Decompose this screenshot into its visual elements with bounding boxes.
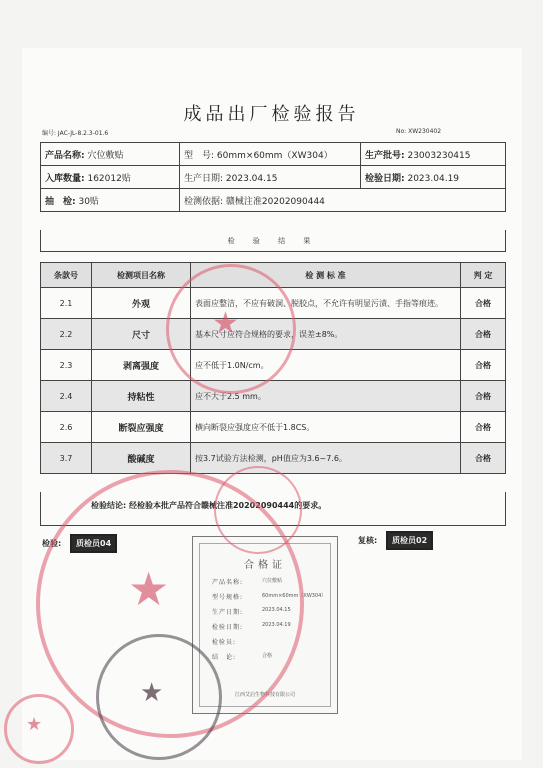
inspector-stamp: 质检员04 [70,534,117,553]
table-row: 3.7 酸碱度 按3.7试验方法检测，pH值应为3.6~7.6。 合格 [41,443,506,474]
section-title: 检 验 结 果 [40,230,506,252]
model-cell: 型 号: 60mm×60mm（XW304） [180,143,361,166]
seal-star-icon: ★ [212,306,239,341]
mfg-date-cell: 生产日期: 2023.04.15 [180,166,361,189]
col-result: 判 定 [461,263,506,288]
serial-number: No: XW230402 [396,128,442,135]
cert-row: 检验员: [212,639,237,646]
table-row: 2.4 持粘性 应不大于2.5 mm。 合格 [41,381,506,412]
certificate-company: 江西艾启生物科技有限公司 [234,692,295,698]
conclusion: 检验结论: 经检验本批产品符合赣械注准20202090444的要求。 [40,492,506,526]
report-title: 成品出厂检验报告 [183,104,360,125]
cert-row: 结 论: 合格 [212,653,273,661]
certificate-title: 合格证 [244,560,286,571]
table-row: 2.3 剥离强度 应不低于1.0N/cm。 合格 [41,350,506,381]
doc-number: 编号: JAC-JL-8.2.3-01.6 [42,130,109,137]
table-row: 2.2 尺寸 基本尺寸应符合规格的要求，误差±8%。 合格 [41,319,506,350]
cert-row: 检验日期: 2023.04.19 [212,622,291,631]
cert-row: 生产日期: 2023.04.15 [212,607,291,616]
reviewer-signature: 复核: 质检员02 [358,531,433,550]
inspector-signature: 检验: 质检员04 [42,534,117,553]
seal-star-icon: ★ [140,678,164,708]
seal-star-icon: ★ [26,714,43,735]
col-clause: 条款号 [41,263,92,288]
col-standard: 检 测 标 准 [191,263,461,288]
table-row: 2.6 断裂应强度 横向断裂应强度应不低于1.8CS。 合格 [41,412,506,443]
batch-cell: 生产批号: 23003230415 [361,143,506,166]
basis-cell: 检测依据: 赣械注准20202090444 [180,189,506,212]
table-row: 2.1 外观 表面应整洁，不应有破洞、脱胶点，不允许有明显污渍、手指等痕迹。 合格 [41,288,506,319]
cert-row: 型号规格: 60mm×60mm（XW304） [212,593,327,601]
qty-cell: 入库数量: 162012贴 [41,166,180,189]
cert-row: 产品名称: 穴位敷贴 [212,578,283,586]
col-item: 检测项目名称 [92,263,191,288]
seal-star-icon: ★ [128,562,170,616]
qc-seal [214,466,302,554]
product-cell: 产品名称: 穴位敷贴 [41,143,180,166]
reviewer-stamp: 质检员02 [386,531,433,550]
test-date-cell: 检验日期: 2023.04.19 [361,166,506,189]
sample-cell: 抽 检: 30贴 [41,189,180,212]
header-table [40,142,506,212]
